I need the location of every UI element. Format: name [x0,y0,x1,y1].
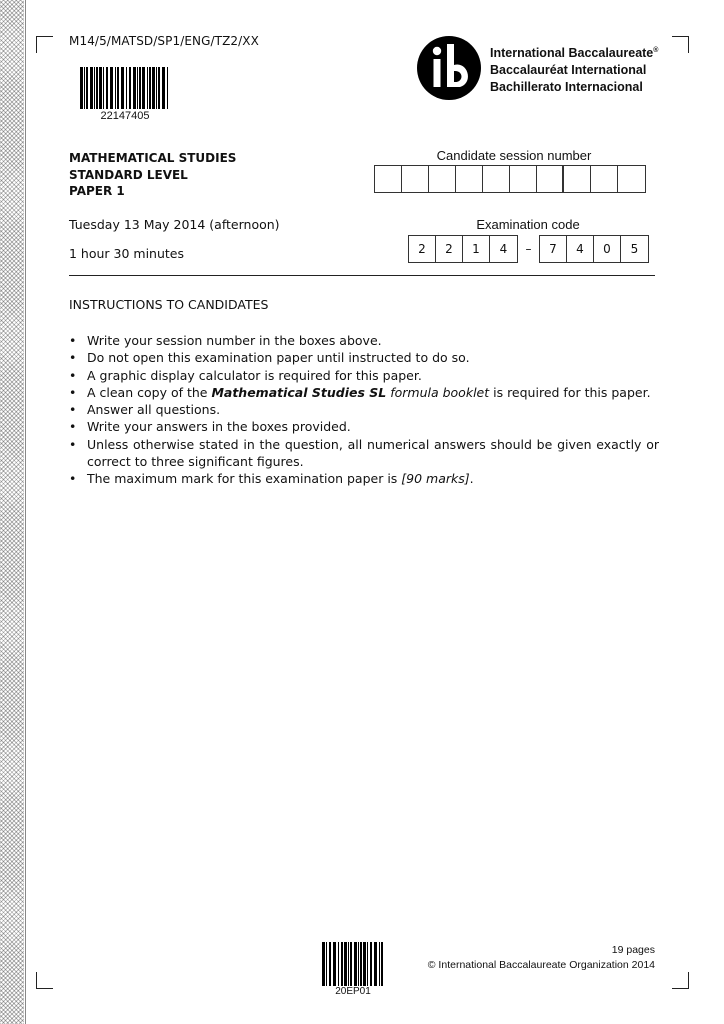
code-digit: 4 [567,236,594,262]
paper-number: PAPER 1 [69,184,125,198]
session-number-box[interactable] [618,166,645,192]
examination-code-group-2 [539,235,649,263]
session-number-box[interactable] [375,166,402,192]
list-item: • Answer all questions. [69,401,659,418]
margin-divider [25,0,26,1024]
session-number-box[interactable] [510,166,537,192]
examination-code-boxes [408,235,649,263]
page-count: 19 pages [611,944,655,956]
organization-name-en: International Baccalaureate® [490,46,659,61]
exam-date: Tuesday 13 May 2014 (afternoon) [69,217,280,232]
list-item: • Write your session number in the boxes above. [69,332,659,349]
code-digit: 7 [540,236,567,262]
subject-block [69,150,236,200]
session-number-box[interactable] [456,166,483,192]
list-item: • A graphic display calculator is required for this paper. [69,367,659,384]
organization-name-fr: Baccalauréat International [490,63,647,78]
examination-code-group-1 [408,235,518,263]
list-item: • Do not open this examination paper until instructed to do so. [69,349,659,366]
list-item: • Write your answers in the boxes provided. [69,418,659,435]
list-item: • The maximum mark for this examination paper is [90 marks]. [69,470,659,487]
code-digit: 2 [409,236,436,262]
examination-code-label: Examination code [476,217,580,232]
code-digit: 2 [436,236,463,262]
session-number-box[interactable] [402,166,429,192]
code-digit: 4 [499,242,508,256]
candidate-session-number-boxes[interactable] [374,165,646,193]
header-divider [69,275,655,276]
footer-barcode-code: 20EP01 [335,986,371,997]
crop-mark-bottom-left [36,972,53,989]
code-digit: 5 [630,242,639,256]
list-item: • A clean copy of the Mathematical Studies SL formula booklet is required for this paper. [69,384,659,401]
code-digit: 0 [594,236,621,262]
subject-name: MATHEMATICAL STUDIES [69,151,237,165]
header-barcode [80,67,170,109]
ib-logo-icon [416,35,482,101]
session-number-box[interactable] [483,166,510,192]
perforated-margin-strip [0,0,24,1024]
crop-mark-bottom-right [672,972,689,989]
session-number-box[interactable] [429,166,456,192]
crop-mark-top-left [36,36,53,53]
session-number-box[interactable] [537,166,564,192]
exam-duration: 1 hour 30 minutes [69,246,185,261]
crop-mark-top-right [672,36,689,53]
code-digit: 1 [463,236,490,262]
organization-name-es: Bachillerato Internacional [490,80,643,95]
copyright-notice: © International Baccalaureate Organization 2014 [427,959,655,971]
footer-barcode [322,942,384,986]
session-number-box[interactable] [564,166,591,192]
list-item: • Unless otherwise stated in the question, all numerical answers should be given exactly or correct to three significant figures. [69,436,659,471]
code-separator: – [525,242,532,256]
subject-level: STANDARD LEVEL [69,167,188,182]
candidate-session-number-label: Candidate session number [436,148,592,163]
paper-reference-code: M14/5/MATSD/SP1/ENG/TZ2/XX [69,34,259,48]
barcode-number: 22147405 [100,110,150,122]
instructions-title: INSTRUCTIONS TO CANDIDATES [69,297,269,312]
instructions-list [69,332,659,488]
session-number-box[interactable] [591,166,618,192]
organization-names [490,42,658,96]
